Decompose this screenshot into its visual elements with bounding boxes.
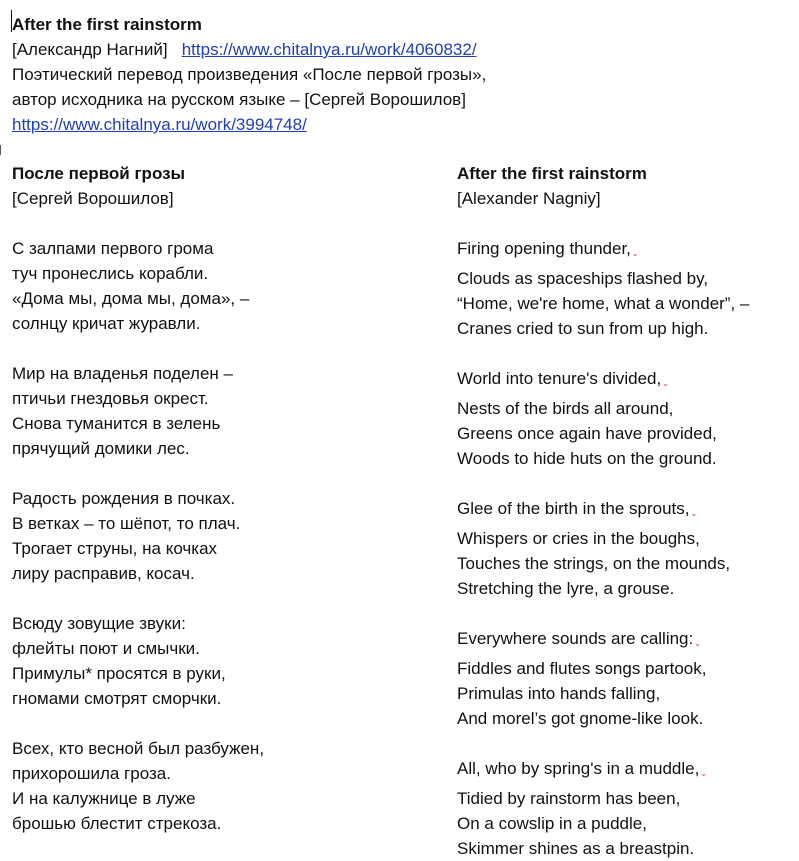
verse-line: Woods to hide huts on the ground. <box>457 449 717 468</box>
verse-line: «Дома мы, дома мы, дома», – <box>12 289 250 308</box>
description-line-1: Поэтический перевод произведения «После первой грозы», <box>12 65 487 84</box>
original-poem-column <box>12 161 264 836</box>
verse-line: Трогает струны, на кочках <box>12 539 218 558</box>
verse-line: прячущий домики лес. <box>12 439 190 458</box>
spellcheck-mark-icon: ⌄ <box>694 639 701 648</box>
translation-poem-title: After the first rainstorm <box>457 164 647 183</box>
verse-line: Whispers or cries in the boughs, <box>457 529 700 548</box>
verse-line: солнцу кричат журавли. <box>12 314 201 333</box>
verse-line: Tidied by rainstorm has been, <box>457 789 681 808</box>
verse-line: And morel’s got gnome-like look. <box>457 709 704 728</box>
verse-line: Primulas into hands falling, <box>457 684 661 703</box>
verse-line: флейты поют и смычки. <box>12 639 200 658</box>
verse-line: “Home, we're home, what a wonder”, – <box>457 294 750 313</box>
verse-line: туч пронеслись корабли. <box>12 264 209 283</box>
verse-line: В ветках – то шёпот, то плач. <box>12 514 241 533</box>
original-poem-title: После первой грозы <box>12 164 186 183</box>
verse-line: Всюду зовущие звуки: <box>12 614 186 633</box>
margin-marker <box>0 145 1 155</box>
verse-line: Clouds as spaceships flashed by, <box>457 269 709 288</box>
stanza <box>12 361 264 461</box>
spellcheck-mark-icon: ⌄ <box>690 509 698 518</box>
stanza <box>12 236 264 336</box>
stanza <box>457 496 749 601</box>
author-name: [Александр Нагний] <box>12 40 168 59</box>
stanza <box>12 611 264 711</box>
verse-line: Всех, кто весной был разбужен, <box>12 739 265 758</box>
description-line-2: автор исходника на русском языке – [Сергей Ворошилов] <box>12 90 466 109</box>
stanza <box>457 366 749 471</box>
stanza <box>457 756 749 861</box>
verse-line: Stretching the lyre, a grouse. <box>457 579 675 598</box>
verse-line: птичьи гнездовья окрест. <box>12 389 209 408</box>
verse-line: Fiddles and flutes songs partook, <box>457 659 707 678</box>
verse-line: World into tenure's divided,⌄ <box>457 369 669 388</box>
verse-line: брошью блестит стрекоза. <box>12 814 222 833</box>
document-title: After the first rainstorm <box>12 15 202 34</box>
verse-line: Снова туманится в зелень <box>12 414 221 433</box>
verse-line: гномами смотрят сморчки. <box>12 689 222 708</box>
verse-line: Everywhere sounds are calling:⌄ <box>457 629 701 648</box>
translation-link[interactable]: https://www.chitalnya.ru/work/4060832/ <box>181 40 477 59</box>
verse-line: Firing opening thunder,⌄ <box>457 239 639 258</box>
document-page <box>12 12 799 858</box>
stanza <box>12 736 264 836</box>
verse-line: Cranes cried to sun from up high. <box>457 319 709 338</box>
verse-line: Примулы* просятся в руки, <box>12 664 226 683</box>
verse-line: С залпами первого грома <box>12 239 214 258</box>
verse-line: Мир на владенья поделен – <box>12 364 233 383</box>
verse-line: All, who by spring's in a muddle,⌄ <box>457 759 708 778</box>
verse-line: лиру расправив, косач. <box>12 564 195 583</box>
verse-line: On a cowslip in a puddle, <box>457 814 647 833</box>
verse-line: Skimmer shines as a breastpin. <box>457 839 695 858</box>
verse-line: И на калужнице в луже <box>12 789 196 808</box>
original-poem-author: [Сергей Ворошилов] <box>12 189 174 208</box>
verse-line: Glee of the birth in the sprouts,⌄ <box>457 499 698 518</box>
original-link[interactable]: https://www.chitalnya.ru/work/3994748/ <box>12 115 307 134</box>
original-link-line <box>12 112 799 137</box>
verse-line: Greens once again have provided, <box>457 424 717 443</box>
stanza <box>457 626 749 731</box>
verse-line: Nests of the birds all around, <box>457 399 674 418</box>
translation-poem-column <box>457 161 749 861</box>
author-attribution <box>12 37 799 62</box>
spellcheck-mark-icon: ⌄ <box>662 379 669 388</box>
stanza <box>12 486 264 586</box>
stanza <box>457 236 749 341</box>
spellcheck-mark-icon: ⌄ <box>700 769 708 778</box>
verse-line: Touches the strings, on the mounds, <box>457 554 731 573</box>
spellcheck-mark-icon: ⌄ <box>631 249 639 258</box>
verse-line: Радость рождения в почках. <box>12 489 236 508</box>
translation-poem-author: [Alexander Nagniy] <box>457 189 601 208</box>
verse-line: прихорошила гроза. <box>12 764 171 783</box>
